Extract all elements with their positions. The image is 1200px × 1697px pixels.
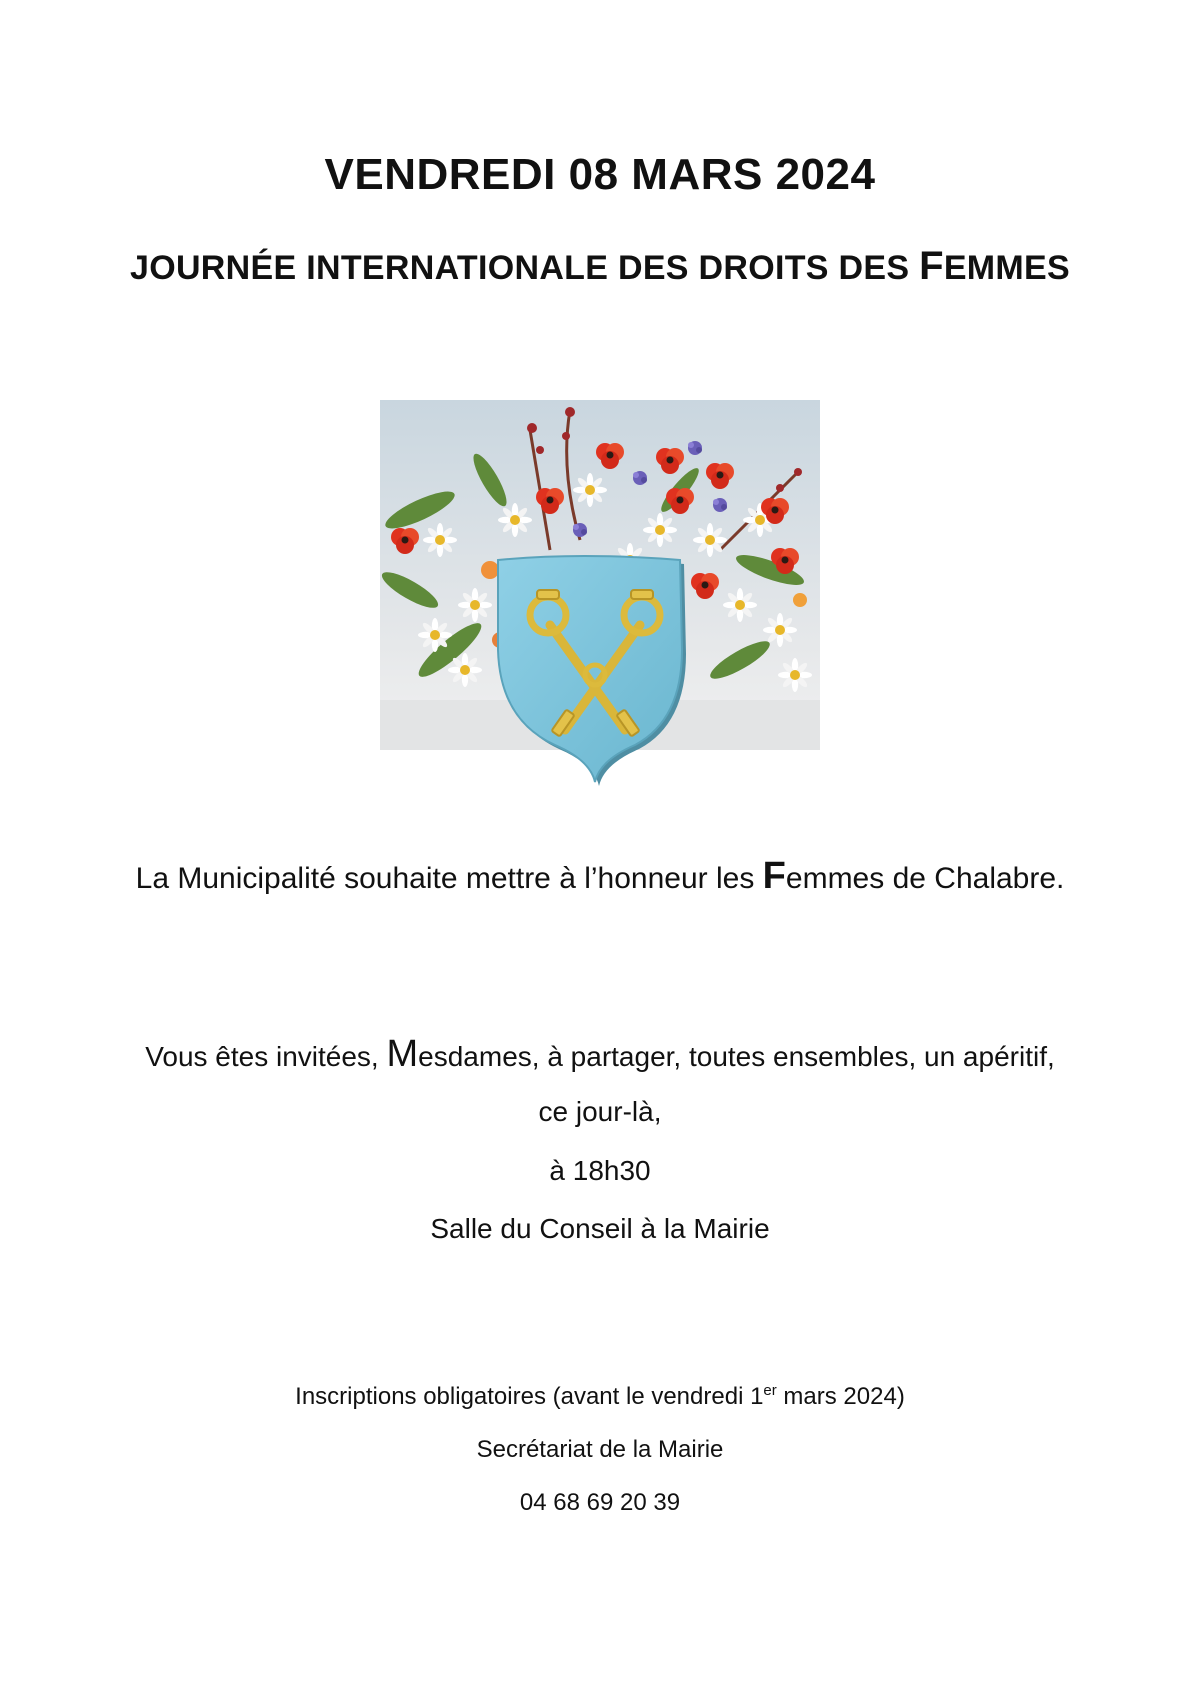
- invitation-text-after: esdames, à partager, toutes ensembles, un apéritif,: [418, 1041, 1055, 1072]
- intro-text-before: La Municipalité souhaite mettre à l’honneur les: [135, 862, 763, 895]
- intro-capital-letter: F: [762, 855, 786, 897]
- event-title: [0, 244, 1200, 289]
- registration-superscript: er: [763, 1382, 777, 1399]
- invitation-capital-letter: M: [386, 1033, 419, 1075]
- event-title-capital: F: [919, 244, 944, 288]
- intro-sentence: [0, 855, 1200, 898]
- event-date-heading: VENDREDI 08 MARS 2024: [324, 150, 876, 199]
- invitation-place: Salle du Conseil à la Mairie: [430, 1213, 770, 1244]
- registration-office: Secrétariat de la Mairie: [476, 1436, 724, 1463]
- invitation-time: à 18h30: [549, 1155, 651, 1186]
- registration-phone: 04 68 69 20 39: [519, 1489, 681, 1516]
- flowers-and-coat-of-arms-image: [380, 400, 820, 820]
- invitation-day: ce jour-là,: [538, 1096, 662, 1127]
- registration-text-after: mars 2024): [776, 1383, 905, 1410]
- invitation-text-before: Vous êtes invitées,: [145, 1041, 387, 1072]
- registration-notice: [0, 1382, 1200, 1411]
- registration-text-before: Inscriptions obligatoires (avant le vendredi 1: [295, 1383, 764, 1410]
- intro-text-after: emmes de Chalabre.: [785, 862, 1065, 895]
- invitation-sentence: [0, 1033, 1200, 1076]
- event-title-main: JOURNÉE INTERNATIONALE DES DROITS DES: [130, 249, 920, 287]
- event-title-rest: EMMES: [943, 249, 1070, 287]
